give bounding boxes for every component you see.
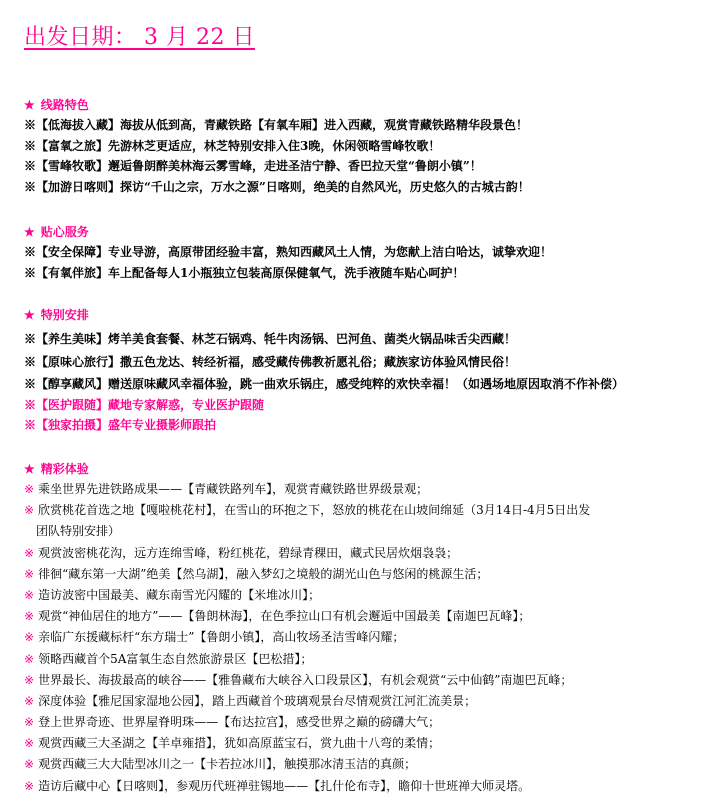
route-item: ※【富氧之旅】先游林芝更适应，林芝特别安排入住3晚，休闲领略雪峰牧歌！ [24,138,441,153]
star-icon: ★ [24,462,35,476]
experience-item: ※ 欣赏桃花首选之地【嘎啦桃花村】，在雪山的环抱之下，怒放的桃花在山坡间绵延（3月14日-4月5日出发 [24,503,591,518]
star-icon: ★ [24,98,35,112]
experience-heading: ★ 精彩体验 [24,462,89,476]
route-features-heading: ★ 线路特色 [24,98,89,112]
service-heading: ★ 贴心服务 [24,225,89,239]
experience-item: ※ 观赏西藏三大圣湖之【羊卓雍措】，犹如高原蓝宝石，赏九曲十八弯的柔情； [24,736,441,751]
experience-item: ※ 登上世界奇迹、世界屋脊明珠——【布达拉宫】，感受世界之巅的磅礴大气； [24,715,441,730]
experience-section [24,459,704,797]
service-item: ※【安全保障】专业导游，高原带团经验丰富，熟知西藏风土人情，为您献上洁白哈达，诚挚欢迎！ [24,245,553,259]
experience-item: ※ 乘坐世界先进铁路成果——【青藏铁路列车】，观赏青藏铁路世界级景观； [24,482,429,496]
experience-item: ※ 造访后藏中心【日喀则】，参观历代班禅驻锡地——【扎什伦布寺】，瞻仰十世班禅大师灵塔。 [24,778,531,793]
service-section [24,222,704,283]
experience-item: ※ 徘徊“藏东第一大湖”绝美【然乌湖】，融入梦幻之境般的湖光山色与悠闲的桃源生活； [24,566,489,581]
experience-item: ※ 观赏西藏三大大陆型冰川之一【卡若拉冰川】，触摸那冰清玉洁的真颜； [24,757,417,772]
star-icon: ★ [24,225,35,239]
service-item: ※【有氧伴旅】车上配备每人1小瓶独立包装高原保健氧气，洗手液随车贴心呵护！ [24,265,465,280]
special-item: ※【原味心旅行】撒五色龙达、转经祈福，感受藏传佛教祈愿礼俗；藏族家访体验风情民俗！ [24,354,517,369]
experience-item: ※ 观赏波密桃花沟，远方连绵雪峰，粉红桃花，碧绿青稞田，藏式民居炊烟袅袅； [24,545,459,560]
route-item: ※【低海拔入藏】海拔从低到高，青藏铁路【有氧车厢】进入西藏，观赏青藏铁路精华段景色！ [24,118,529,132]
experience-item-continuation: 团队特别安排） [36,524,121,539]
special-heading: ★ 特别安排 [24,308,89,322]
experience-item: ※ 领略西藏首个5A富氧生态自然旅游景区【巴松措】； [24,651,313,666]
route-item: ※【加游日喀则】探访“千山之宗，万水之源”日喀则，绝美的自然风光，历史悠久的古城古韵！ [24,179,530,194]
experience-item: ※ 观赏“神仙居住的地方”——【鲁朗林海】，在色季拉山口有机会邂逅中国最美【南迦巴瓦峰】； [24,609,531,624]
special-pink-item: ※【独家拍摄】盛年专业摄影师跟拍 [24,418,217,433]
special-section [24,305,704,436]
experience-item: ※ 世界最长、海拔最高的峡谷——【雅鲁藏布大峡谷入口段景区】，有机会观赏“云中仙鹤”南迦巴瓦峰； [24,672,573,687]
special-item: ※【醇享藏风】赠送原味藏风幸福体验，跳一曲欢乐锅庄，感受纯粹的欢快幸福！（如遇场地原因取消不作补偿） [24,377,625,392]
experience-item: ※ 亲临广东援藏标杆“东方瑞士”【鲁朗小镇】，高山牧场圣洁雪峰闪耀； [24,630,405,645]
special-pink-item: ※【医护跟随】藏地专家解惑，专业医护跟随 [24,397,265,412]
special-item: ※【养生美味】烤羊美食套餐、林芝石锅鸡、牦牛肉汤锅、巴河鱼、菌类火锅品味舌尖西藏！ [24,332,517,346]
route-item: ※【雪峰牧歌】邂逅鲁朗醉美林海云雾雪峰，走进圣洁宁静、香巴拉天堂“鲁朗小镇”！ [24,159,482,174]
experience-item: ※ 造访波密中国最美、藏东南雪光闪耀的【米堆冰川】； [24,587,321,602]
star-icon: ★ [24,308,35,322]
experience-item: ※ 深度体验【雅尼国家湿地公园】，踏上西藏首个玻璃观景台尽情观赏江河汇流美景； [24,693,477,708]
route-features-section [24,95,704,197]
departure-date-title: 出发日期： 3 月 22 日 [24,25,255,50]
